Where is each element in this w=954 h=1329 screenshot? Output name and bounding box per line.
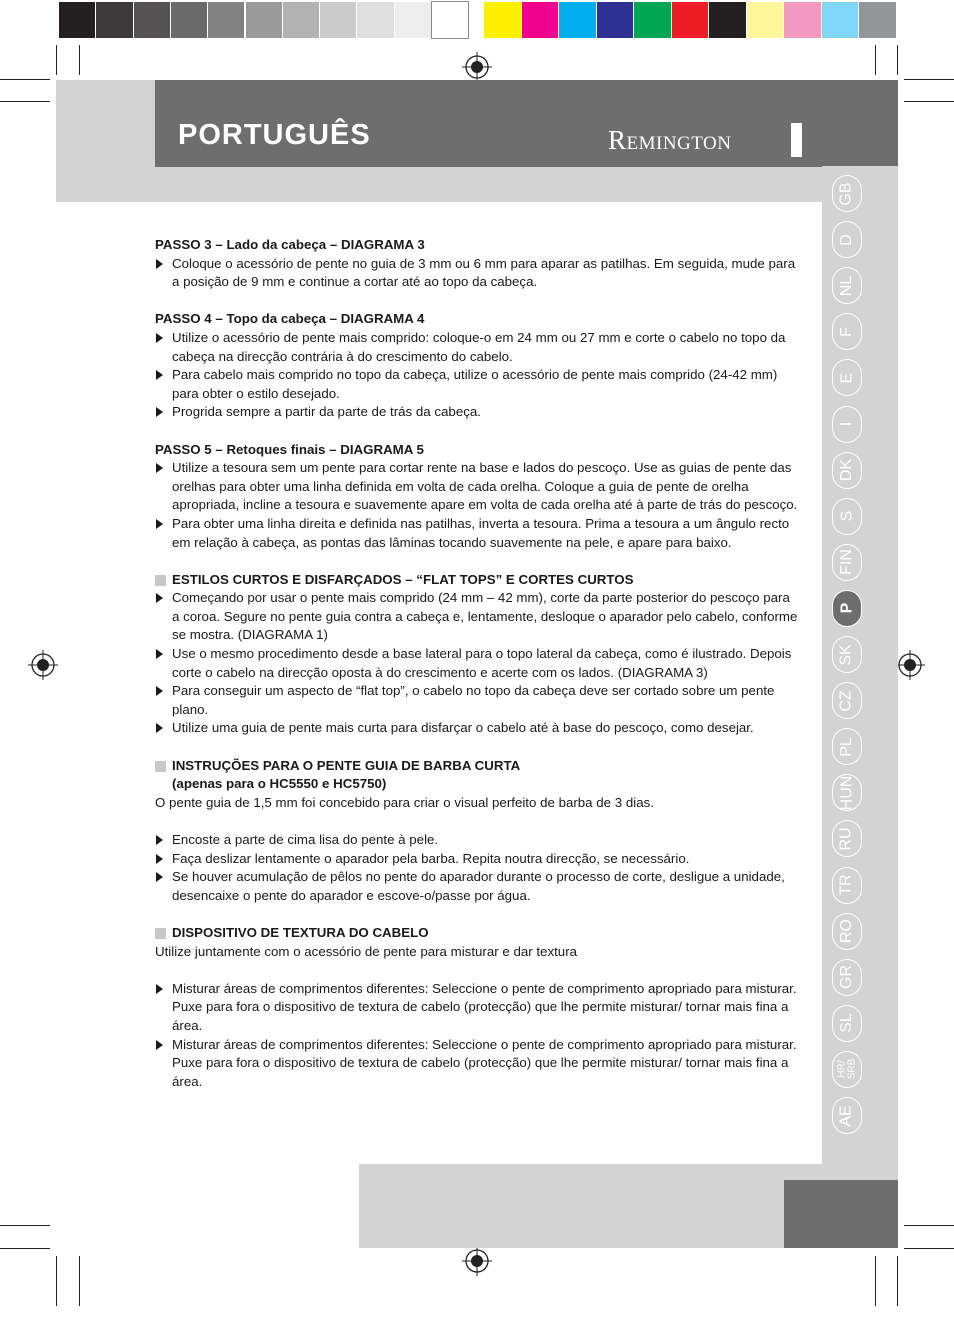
- list-item: Utilize o acessório de pente mais comprido: coloque-o em 24 mm ou 27 mm e corte o cabelo no topo da cabeça na direcção contrária à do crescimento do cabelo.: [155, 329, 800, 366]
- language-tab-fin[interactable]: [832, 544, 862, 581]
- language-tab-label: F: [838, 326, 855, 337]
- language-tab-ru[interactable]: [832, 820, 862, 857]
- section-square-icon: [155, 575, 166, 586]
- section-square-icon: [155, 761, 166, 772]
- color-swatch: [709, 2, 746, 38]
- list-item: Faça deslizar lentamente o aparador pela barba. Repita noutra direcção, se necessário.: [155, 850, 800, 869]
- language-tab-sk[interactable]: [832, 636, 862, 673]
- list-item: Use o mesmo procedimento desde a base lateral para o topo lateral da cabeça, como é ilustrado. Depois corte o cabelo na direcção oposta à do crescimento e acerte com os lados. (DIAGRAMA 3): [155, 645, 800, 682]
- bullet-arrow-icon: [156, 723, 163, 733]
- language-tab-label: NL: [837, 275, 855, 296]
- crop-mark: [56, 1256, 57, 1306]
- language-tab-hrsrb[interactable]: [832, 1051, 862, 1088]
- bullet-arrow-icon: [156, 686, 163, 696]
- bullet-arrow-icon: [156, 519, 163, 529]
- language-tab-label: DK: [837, 458, 855, 482]
- language-tab-label: D: [838, 233, 855, 246]
- section-subtitle-beard: (apenas para o HC5550 e HC5750): [172, 776, 387, 792]
- color-swatch: [859, 2, 896, 38]
- list-item: Encoste a parte de cima lisa do pente à pele.: [155, 831, 800, 850]
- bullet-arrow-icon: [156, 854, 163, 864]
- list-item: Misturar áreas de comprimentos diferentes: Seleccione o pente de comprimento apropriado para misturar. Puxe para fora o dispositivo de textura de cabelo (protecção) que lhe permite misturar/ tornar mais fina a área.: [155, 980, 800, 1036]
- language-tab-hun[interactable]: [832, 774, 862, 811]
- section-title-step3: PASSO 3 – Lado da cabeça – DIAGRAMA 3: [155, 237, 425, 252]
- list-item: Começando por usar o pente mais comprido (24 mm – 42 mm), corte da parte posterior do pescoço para a coroa. Segure no pente guia contra a cabeça e, lentamente, desloque o aparador pelo cabelo, conforme se mostra. (DIAGRAMA 1): [155, 589, 800, 645]
- grey-swatch: [432, 2, 468, 38]
- crop-mark: [875, 1256, 876, 1306]
- crop-mark: [897, 45, 898, 75]
- language-tab-d[interactable]: [832, 221, 862, 258]
- list-item: Para obter uma linha direita e definida nas patilhas, inverta a tesoura. Prima a tesoura a um ângulo recto em relação à cabeça, as pontas das lâminas tocando suavemente na pele, e apare para baixo.: [155, 515, 800, 552]
- crop-mark: [904, 1225, 954, 1226]
- crop-mark: [0, 1225, 50, 1226]
- color-swatch: [597, 2, 634, 38]
- language-tab-label: GB: [838, 181, 855, 206]
- registration-mark-icon: [462, 1246, 492, 1276]
- language-tab-tr[interactable]: [832, 867, 862, 904]
- crop-mark: [904, 1248, 954, 1249]
- crop-mark: [0, 79, 50, 80]
- bullet-arrow-icon: [156, 649, 163, 659]
- registration-mark-icon: [28, 650, 58, 680]
- grey-swatch: [208, 2, 244, 38]
- language-tab-f[interactable]: [832, 313, 862, 350]
- grey-swatch: [246, 2, 282, 38]
- language-tab-label: RO: [838, 919, 855, 944]
- language-tab-p[interactable]: [832, 590, 862, 627]
- grey-swatch: [283, 2, 319, 38]
- registration-mark-icon: [895, 650, 925, 680]
- grey-swatch: [320, 2, 356, 38]
- color-swatch: [559, 2, 596, 38]
- brand-logo-bar: [791, 123, 802, 157]
- main-content: [155, 236, 800, 1091]
- language-tab-cz[interactable]: [832, 682, 862, 719]
- language-tab-label: HUN: [838, 775, 856, 811]
- color-swatch: [784, 2, 821, 38]
- crop-mark: [79, 45, 80, 75]
- bullet-arrow-icon: [156, 407, 163, 417]
- section-title-flat-tops: ESTILOS CURTOS E DISFARÇADOS – “FLAT TOPS” E CORTES CURTOS: [155, 571, 800, 590]
- grey-swatch: [59, 2, 95, 38]
- section-title-step5: PASSO 5 – Retoques finais – DIAGRAMA 5: [155, 441, 424, 457]
- bullet-arrow-icon: [156, 259, 163, 269]
- language-tab-label: RU: [837, 827, 855, 851]
- section-intro-beard: O pente guia de 1,5 mm foi concebido para criar o visual perfeito de barba de 3 dias.: [155, 794, 654, 810]
- language-tab-nl[interactable]: [832, 267, 862, 304]
- list-item: Misturar áreas de comprimentos diferentes: Seleccione o pente de comprimento apropriado para misturar. Puxe para fora o dispositivo de textura de cabelo (protecção) que lhe permite misturar/ tornar mais fina a área.: [155, 1036, 800, 1092]
- color-swatch: [672, 2, 709, 38]
- language-tab-gr[interactable]: [832, 959, 862, 996]
- section-title-texture: DISPOSITIVO DE TEXTURA DO CABELO: [155, 924, 800, 943]
- language-tab-pl[interactable]: [832, 728, 862, 765]
- crop-mark: [904, 101, 954, 102]
- list-item: Se houver acumulação de pêlos no pente do aparador durante o processo de corte, desligue a unidade, desencaixe o pente do aparador e escove-o/passe por água.: [155, 868, 800, 905]
- list-item: Coloque o acessório de pente no guia de 3 mm ou 6 mm para aparar as patilhas. Em seguida, mude para a posição de 9 mm e continue a cortar até ao topo da cabeça.: [155, 255, 800, 292]
- crop-mark: [904, 79, 954, 80]
- color-swatch: [484, 2, 521, 38]
- language-tab-e[interactable]: [832, 359, 862, 396]
- language-tab-label: CZ: [837, 689, 855, 712]
- color-swatch: [822, 2, 859, 38]
- section-title-step4: PASSO 4 – Topo da cabeça – DIAGRAMA 4: [155, 311, 425, 327]
- section-square-icon: [155, 928, 166, 939]
- bullet-arrow-icon: [156, 333, 163, 343]
- language-tab-label: E: [837, 372, 855, 384]
- language-tab-dk[interactable]: [832, 452, 862, 489]
- language-tab-label: SL: [837, 1013, 855, 1034]
- language-tab-label: PL: [837, 736, 855, 757]
- language-tab-label: AE: [838, 1104, 855, 1127]
- bullet-arrow-icon: [156, 872, 163, 882]
- crop-mark: [0, 1248, 50, 1249]
- language-tab-label: TR: [837, 874, 855, 896]
- language-tab-s[interactable]: [832, 498, 862, 535]
- page-title: PORTUGUÊS: [178, 119, 371, 151]
- language-tab-label: SK: [838, 643, 855, 666]
- bullet-arrow-icon: [156, 835, 163, 845]
- list-item: Progrida sempre a partir da parte de trás da cabeça.: [155, 403, 800, 422]
- bullet-arrow-icon: [156, 463, 163, 473]
- bullet-arrow-icon: [156, 593, 163, 603]
- crop-mark: [897, 1256, 898, 1306]
- list-item: Para conseguir um aspecto de “flat top”, o cabelo no topo da cabeça deve ser cortado sobre um pente plano.: [155, 682, 800, 719]
- crop-mark: [79, 1256, 80, 1306]
- section-title-beard: INSTRUÇÕES PARA O PENTE GUIA DE BARBA CURTA: [155, 757, 800, 776]
- crop-mark: [56, 45, 57, 75]
- language-tab-i[interactable]: [832, 406, 862, 443]
- language-tab-ae[interactable]: [832, 1097, 862, 1134]
- bullet-arrow-icon: [156, 1040, 163, 1050]
- language-tab-label: GR: [838, 965, 855, 990]
- grey-swatch: [357, 2, 393, 38]
- list-item: Utilize uma guia de pente mais curta para disfarçar o cabelo até à base do pescoço, como desejar.: [155, 719, 800, 738]
- language-tab-ro[interactable]: [832, 913, 862, 950]
- language-tab-sl[interactable]: [832, 1005, 862, 1042]
- color-swatch: [747, 2, 784, 38]
- bullet-arrow-icon: [156, 984, 163, 994]
- language-tab-label: HR/ SRB: [836, 1059, 857, 1080]
- language-tab-label: P: [837, 603, 855, 614]
- list-item: Para cabelo mais comprido no topo da cabeça, utilize o acessório de pente mais comprido (24-42 mm) para obter o estilo desejado.: [155, 366, 800, 403]
- page-number-box: [784, 1180, 898, 1248]
- section-intro-texture: Utilize juntamente com o acessório de pente para misturar e dar textura: [155, 943, 578, 959]
- color-swatch: [522, 2, 559, 38]
- grey-swatch: [96, 2, 132, 38]
- language-tab-label: S: [837, 510, 855, 522]
- language-tab-gb[interactable]: [832, 175, 862, 212]
- bullet-arrow-icon: [156, 370, 163, 380]
- grey-swatch: [134, 2, 170, 38]
- crop-mark: [0, 101, 50, 102]
- grey-swatch: [171, 2, 207, 38]
- color-swatch: [634, 2, 671, 38]
- brand-logo: Remington: [608, 125, 732, 155]
- crop-mark: [875, 45, 876, 75]
- language-tab-label: I: [837, 421, 855, 427]
- registration-mark-icon: [462, 52, 492, 82]
- grey-swatch: [395, 2, 431, 38]
- language-tab-label: FIN: [838, 549, 855, 576]
- list-item: Utilize a tesoura sem um pente para cortar rente na base e lados do pescoço. Use as guias de pente das orelhas para obter uma linha definida em volta de cada orelha. Coloque a guia de pente de orelha apropriada, incline a tesoura e suavemente apare em volta de cada orelha até à parte de trás do pescoço.: [155, 459, 800, 515]
